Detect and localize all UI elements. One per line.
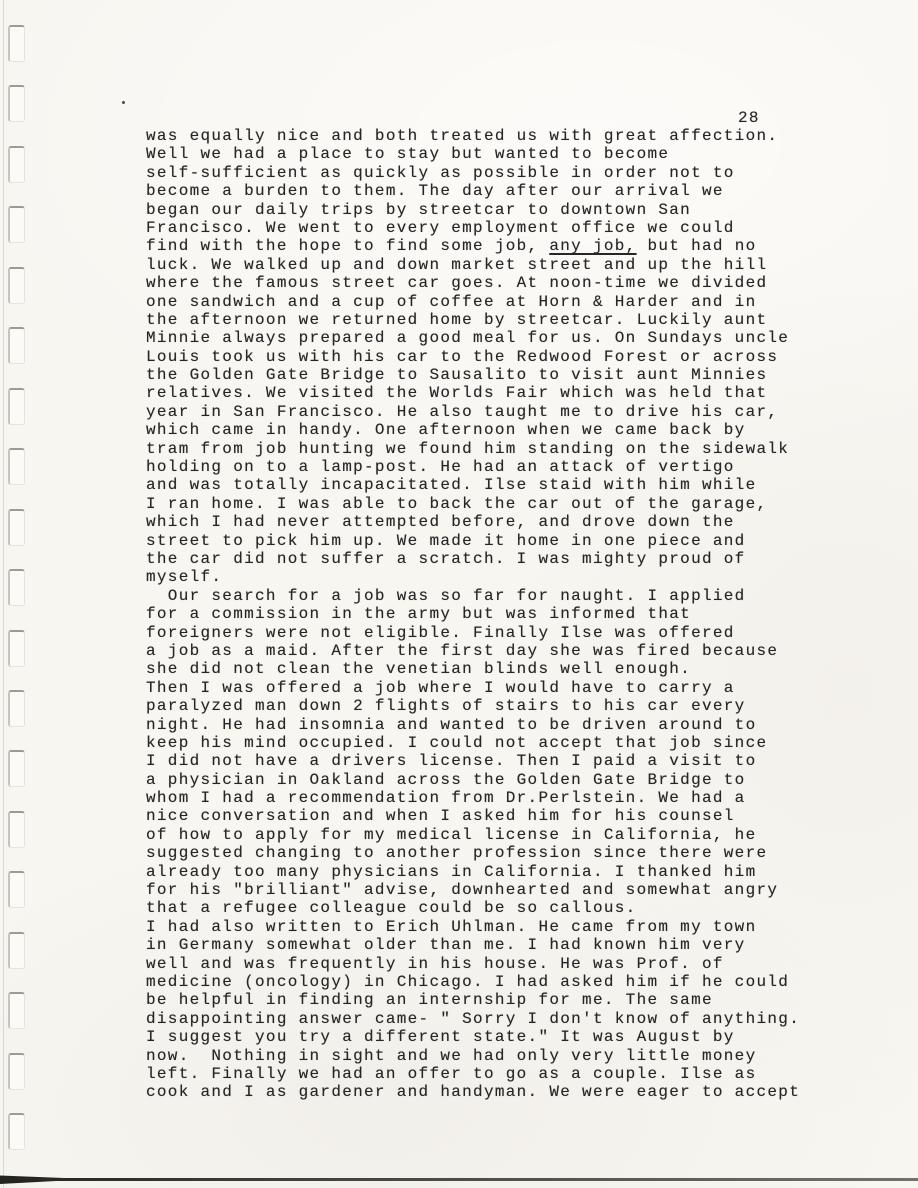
typed-line: where the famous street car goes. At noon-time we divided	[146, 274, 768, 293]
typed-line: Our search for a job was so far for naught. I applied	[146, 586, 746, 605]
typed-line: for his "brilliant" advise, downhearted and somewhat angry	[146, 881, 779, 900]
typed-line: already too many physicians in California. I thanked him	[146, 862, 757, 881]
typed-line: myself.	[146, 568, 223, 587]
binding-hole	[8, 146, 25, 183]
binding-hole	[8, 206, 25, 243]
typed-line: which came in handy. One afternoon when we came back by	[146, 421, 746, 440]
typed-line: foreigners were not eligible. Finally Ilse was offered	[146, 623, 735, 642]
typed-line: disappointing answer came- " Sorry I don't know of anything.	[146, 1009, 801, 1028]
typed-line: began our daily trips by streetcar to downtown San	[146, 200, 692, 219]
typed-line: self-sufficient as quickly as possible in order not to	[146, 163, 735, 182]
binding-hole	[8, 750, 25, 787]
typed-line: that a refugee colleague could be so callous.	[146, 899, 637, 918]
binding-hole	[8, 569, 25, 606]
binding-hole	[8, 448, 25, 485]
typed-line: I suggest you try a different state." It was August by	[146, 1028, 735, 1047]
typed-line: the car did not suffer a scratch. I was mighty proud of	[146, 549, 746, 568]
binding-hole	[8, 690, 25, 727]
typed-line: of how to apply for my medical license in California, he	[146, 825, 757, 844]
typed-line: suggested changing to another profession since there were	[146, 844, 768, 863]
typed-line	[146, 237, 800, 255]
binding-hole	[8, 992, 25, 1029]
typed-line: well and was frequently in his house. He was Prof. of	[146, 954, 724, 973]
typed-line: one sandwich and a cup of coffee at Horn & Harder and in	[146, 292, 757, 311]
binding-hole	[8, 25, 25, 62]
typed-line: Louis took us with his car to the Redwood Forest or across	[146, 347, 779, 366]
typed-segment: but had no	[636, 237, 757, 256]
typed-line: cook and I as gardener and handyman. We were eager to accept	[146, 1083, 801, 1102]
binding-hole	[8, 1053, 25, 1090]
typed-line: luck. We walked up and down market street and up the hill	[146, 255, 768, 274]
page-number: 28	[738, 109, 760, 127]
typed-line: Well we had a place to stay but wanted to become	[146, 145, 670, 164]
typed-line: whom I had a recommendation from Dr.Perlstein. We had a	[146, 789, 746, 808]
typed-line: the Golden Gate Bridge to Sausalito to visit aunt Minnies	[146, 366, 768, 385]
typed-line: tram from job hunting we found him standing on the sidewalk	[146, 439, 790, 458]
typed-line: medicine (oncology) in Chicago. I had asked him if he could	[146, 972, 790, 991]
typed-segment: find with the hope to find some job,	[146, 237, 550, 256]
binding-hole	[8, 932, 25, 969]
binding-hole	[8, 388, 25, 425]
typed-line: paralyzed man down 2 flights of stairs to his car every	[146, 697, 746, 716]
typed-line: Then I was offered a job where I would have to carry a	[146, 678, 735, 697]
typed-line: year in San Francisco. He also taught me to drive his car,	[146, 402, 779, 421]
typed-line: I ran home. I was able to back the car out of the garage,	[146, 494, 768, 513]
typed-line: she did not clean the venetian blinds well enough.	[146, 660, 692, 679]
binding-hole	[8, 630, 25, 667]
typed-line: night. He had insomnia and wanted to be driven around to	[146, 715, 757, 734]
binding-hole	[8, 509, 25, 546]
typed-line: for a commission in the army but was informed that	[146, 605, 692, 624]
binding-holes	[0, 0, 36, 1188]
binding-hole	[8, 85, 25, 122]
typed-line: nice conversation and when I asked him for his counsel	[146, 807, 735, 826]
typed-line: Minnie always prepared a good meal for us. On Sundays uncle	[146, 329, 790, 348]
binding-hole	[8, 267, 25, 304]
typed-line: now. Nothing in sight and we had only very little money	[146, 1046, 757, 1065]
typed-line: holding on to a lamp-post. He had an attack of vertigo	[146, 458, 735, 477]
typed-line: Francisco. We went to every employment office we could	[146, 218, 735, 237]
typed-line: street to pick him up. We made it home in one piece and	[146, 531, 746, 550]
typed-line: in Germany somewhat older than me. I had known him very	[146, 936, 746, 955]
typed-line: which I had never attempted before, and drove down the	[146, 513, 735, 532]
typed-line: I did not have a drivers license. Then I paid a visit to	[146, 752, 757, 771]
typed-line: the afternoon we returned home by streetcar. Luckily aunt	[146, 310, 768, 329]
typed-line: left. Finally we had an offer to go as a couple. Ilse as	[146, 1064, 757, 1083]
underlined-text: any job,	[549, 237, 637, 256]
binding-hole	[8, 327, 25, 364]
typed-line: become a burden to them. The day after our arrival we	[146, 182, 724, 201]
bottom-scan-edge	[0, 1178, 918, 1181]
typed-line: I had also written to Erich Uhlman. He came from my town	[146, 917, 757, 936]
typed-line: keep his mind occupied. I could not accept that job since	[146, 733, 768, 752]
typed-line: relatives. We visited the Worlds Fair which was held that	[146, 384, 768, 403]
typed-line: and was totally incapacitated. Ilse staid with him while	[146, 476, 757, 495]
typed-line: was equally nice and both treated us with great affection.	[146, 127, 779, 145]
binding-hole	[8, 871, 25, 908]
typed-line: be helpful in finding an internship for me. The same	[146, 991, 713, 1010]
typed-text	[146, 127, 800, 1102]
scan-speck	[122, 101, 125, 104]
binding-hole	[8, 1113, 25, 1150]
binding-hole	[8, 811, 25, 848]
typed-line: a job as a maid. After the first day she was fired because	[146, 641, 779, 660]
typed-line: a physician in Oakland across the Golden Gate Bridge to	[146, 770, 746, 789]
